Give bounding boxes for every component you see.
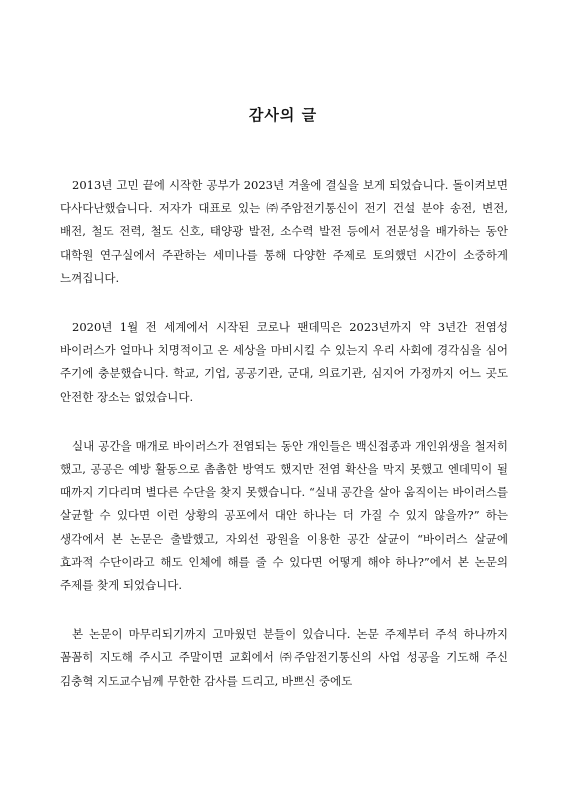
paragraph: 실내 공간을 매개로 바이러스가 전염되는 동안 개인들은 백신접종과 개인위생을 철저히 했고, 공공은 예방 활동으로 촘촘한 방역도 했지만 전염 확산을 막지 못했고 엔데믹이 될 때까지 기다리며 별다른 수단을 찾지 못했습니다. “실내 공간을 살아 움직이는 바이러스를 살균할 수 있다면 이런 상황의 공포에서 대안 하나는 더 가질 수 있지 않을까?” 하는 생각에서 본 논문은 출발했고, 자외선 광원을 이용한 공간 살균이 “바이러스 살균에 효과적 수단이라고 해도 인체에 해를 줄 수 있다면 어떻게 해야 하나?”에서 본 논문의 주제를 찾게 되었습니다. bbox=[60, 438, 508, 593]
paragraph: 2013년 고민 끝에 시작한 공부가 2023년 겨울에 결실을 보게 되었습니다. 돌이켜보면 다사다난했습니다. 저자가 대표로 있는 ㈜주암전기통신이 전기 건설 분야 송전, 변전, 배전, 철도 전력, 철도 신호, 태양광 발전, 소수력 발전 등에서 전문성을 배가하는 동안 대학원 연구실에서 주관하는 세미나를 통해 다양한 주제로 토의했던 시간이 소중하게 느껴집니다. bbox=[60, 178, 508, 285]
page-title: 감사의 글 bbox=[248, 106, 318, 124]
paragraph: 본 논문이 마무리되기까지 고마웠던 분들이 있습니다. 논문 주제부터 주석 하나까지 꼼꼼히 지도해 주시고 주말이면 교회에서 ㈜주암전기통신의 사업 성공을 기도해 주신 김충혁 지도교수님께 무한한 감사를 드리고, 바쁘신 중에도 bbox=[60, 627, 508, 688]
paragraph: 2020년 1월 전 세계에서 시작된 코로나 팬데믹은 2023년까지 약 3년간 전염성 바이러스가 얼마나 치명적이고 온 세상을 마비시킬 수 있는지 우리 사회에 경각심을 심어 주기에 충분했습니다. 학교, 기업, 공공기관, 군대, 의료기관, 심지어 가정까지 어느 곳도 안전한 장소는 없었습니다. bbox=[60, 320, 508, 404]
body-text bbox=[60, 174, 508, 719]
